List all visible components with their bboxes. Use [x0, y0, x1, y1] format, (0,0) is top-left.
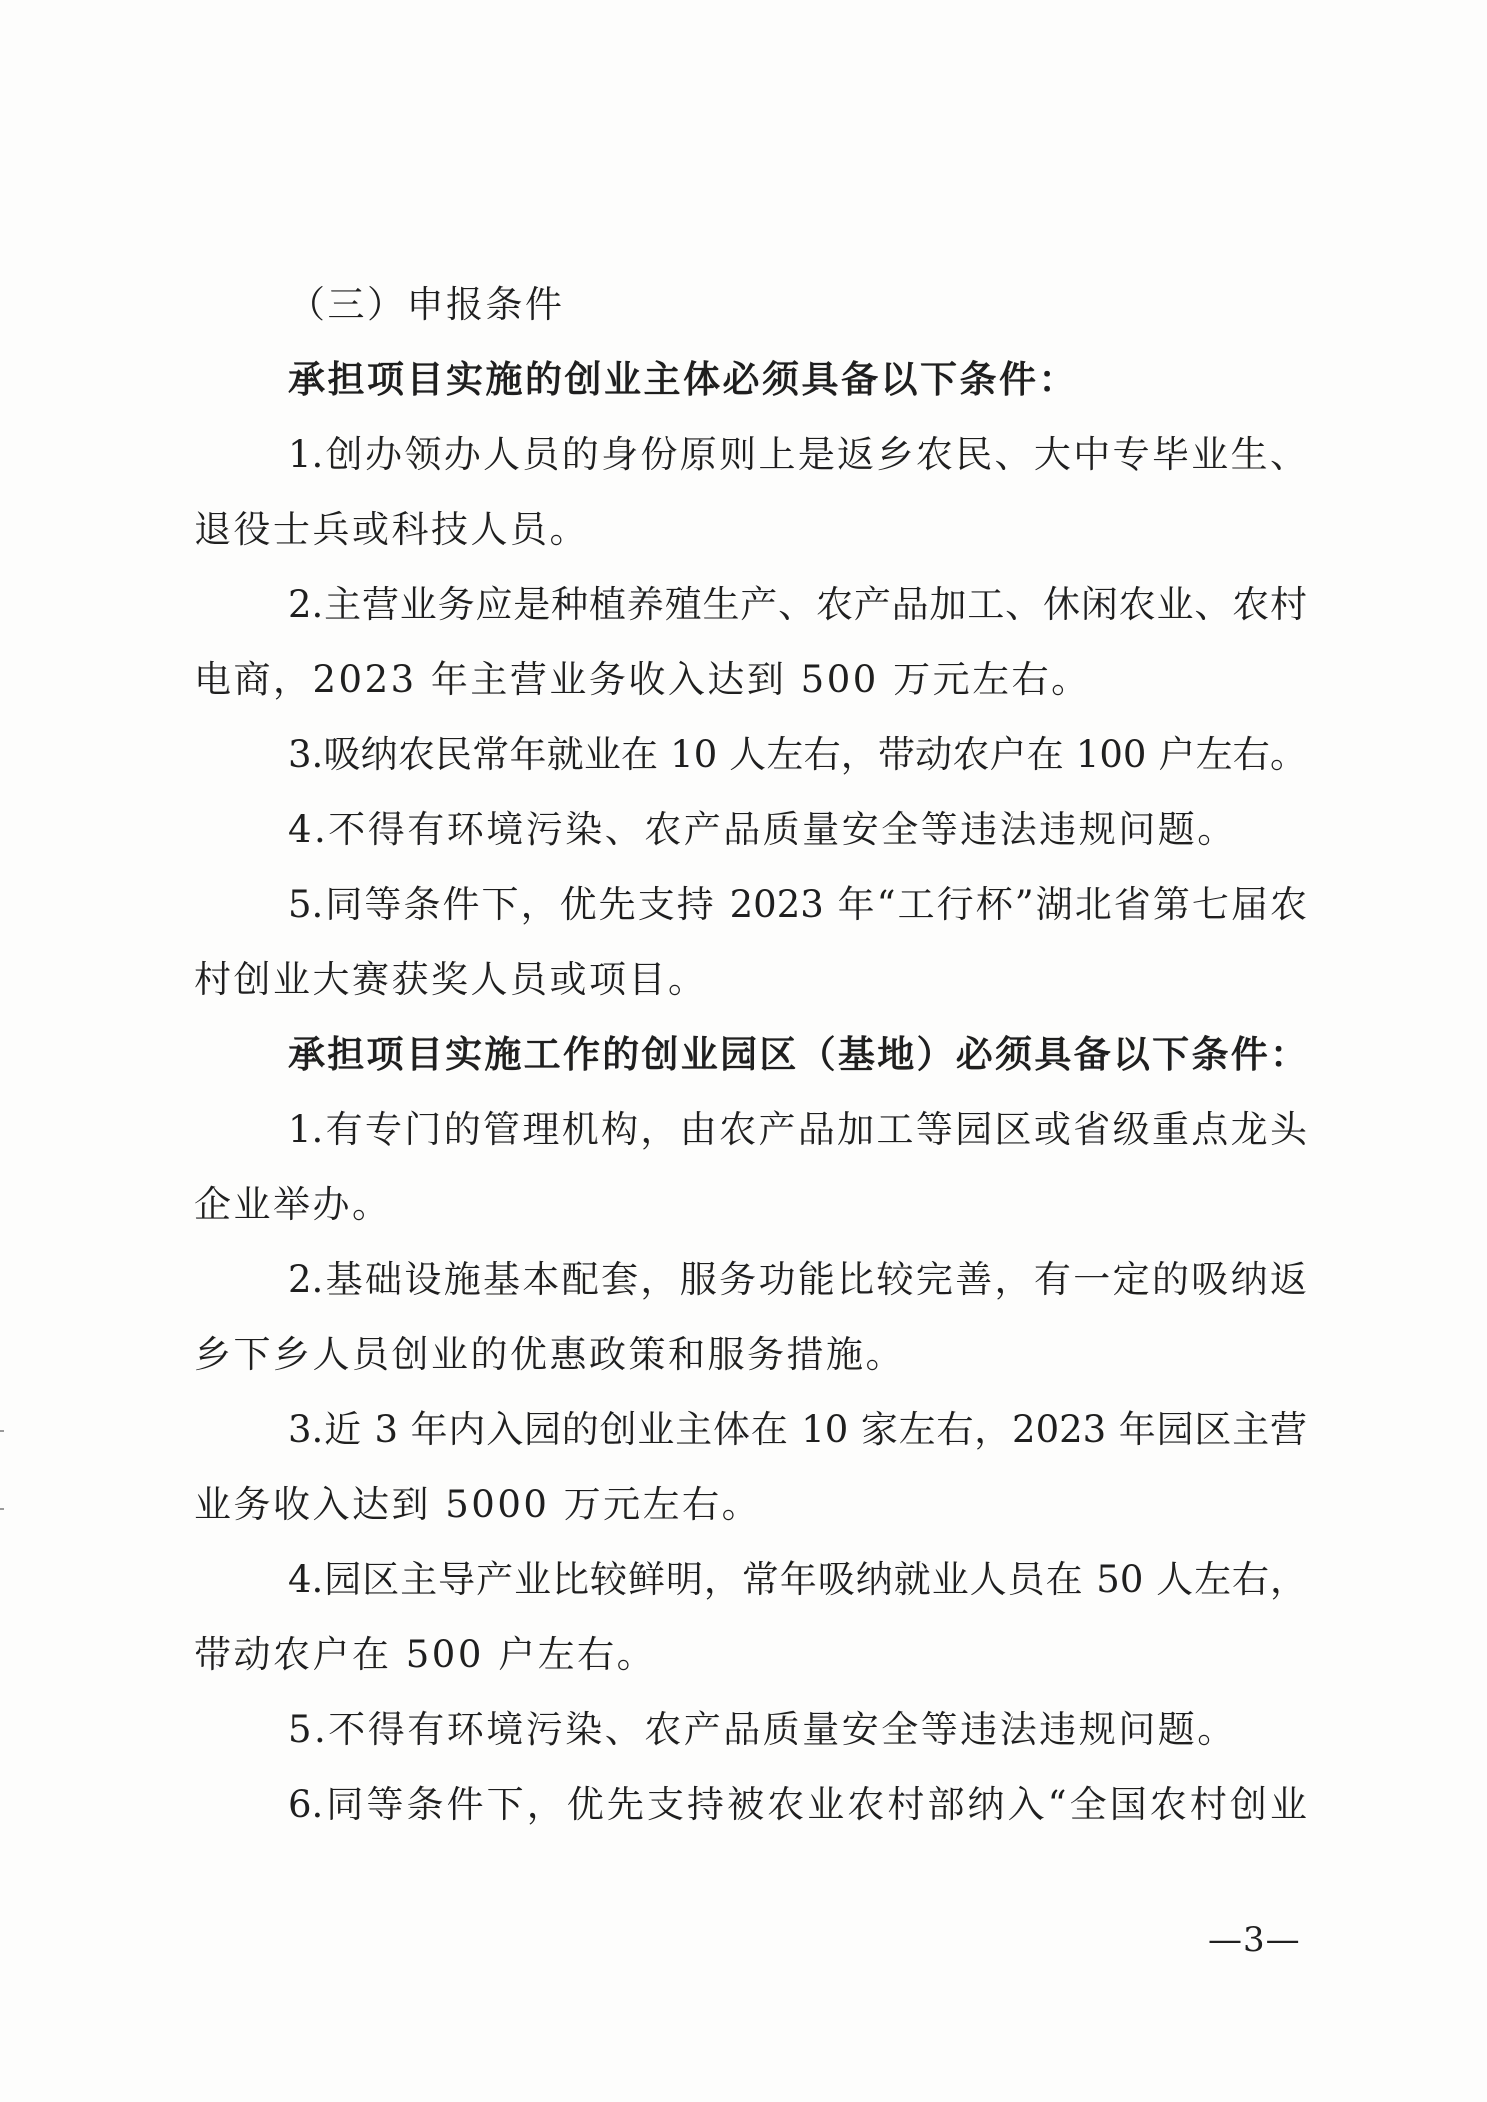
paragraph-line: 退役士兵或科技人员。: [194, 508, 589, 551]
paragraph-line: 3.近 3 年内入园的创业主体在 10 家左右，2023 年园区主营: [288, 1408, 1307, 1451]
park-conditions-heading: 承担项目实施工作的创业园区（基地）必须具备以下条件：: [288, 1032, 1307, 1076]
paragraph-line: 带动农户在 500 户左右。: [194, 1633, 657, 1676]
document-body: [194, 267, 1307, 1842]
paragraph-line: 6.同等条件下，优先支持被农业农村部纳入“全国农村创业: [288, 1783, 1307, 1826]
paragraph-line: 业务收入达到 5000 万元左右。: [194, 1483, 762, 1526]
scan-mark: [0, 1508, 4, 1510]
page-number: —3—: [1208, 1920, 1301, 1960]
subject-conditions-heading: 承担项目实施的创业主体必须具备以下条件：: [288, 357, 1078, 401]
paragraph-line: 企业举办。: [194, 1183, 392, 1226]
paragraph-line: 2.主营业务应是种植养殖生产、农产品加工、休闲农业、农村: [288, 583, 1307, 626]
paragraph-line: 5.不得有环境污染、农产品质量安全等违法违规问题。: [288, 1708, 1237, 1751]
paragraph-line: 村创业大赛获奖人员或项目。: [194, 958, 708, 1001]
paragraph-line: 4.不得有环境污染、农产品质量安全等违法违规问题。: [288, 808, 1237, 851]
paragraph-line: 电商，2023 年主营业务收入达到 500 万元左右。: [194, 658, 1091, 701]
section-heading: （三）申报条件: [288, 283, 565, 326]
paragraph-line: 4.园区主导产业比较鲜明，常年吸纳就业人员在 50 人左右，: [288, 1558, 1307, 1601]
paragraph-line: 3.吸纳农民常年就业在 10 人左右，带动农户在 100 户左右。: [288, 733, 1307, 776]
paragraph-line: 1.创办领办人员的身份原则上是返乡农民、大中专毕业生、: [288, 433, 1307, 476]
paragraph-line: 2.基础设施基本配套，服务功能比较完善，有一定的吸纳返: [288, 1258, 1307, 1301]
paragraph-line: 乡下乡人员创业的优惠政策和服务措施。: [194, 1333, 905, 1376]
paragraph-line: 1.有专门的管理机构，由农产品加工等园区或省级重点龙头: [288, 1108, 1307, 1151]
scan-mark: [0, 1430, 4, 1432]
paragraph-line: 5.同等条件下，优先支持 2023 年“工行杯”湖北省第七届农: [288, 883, 1307, 926]
